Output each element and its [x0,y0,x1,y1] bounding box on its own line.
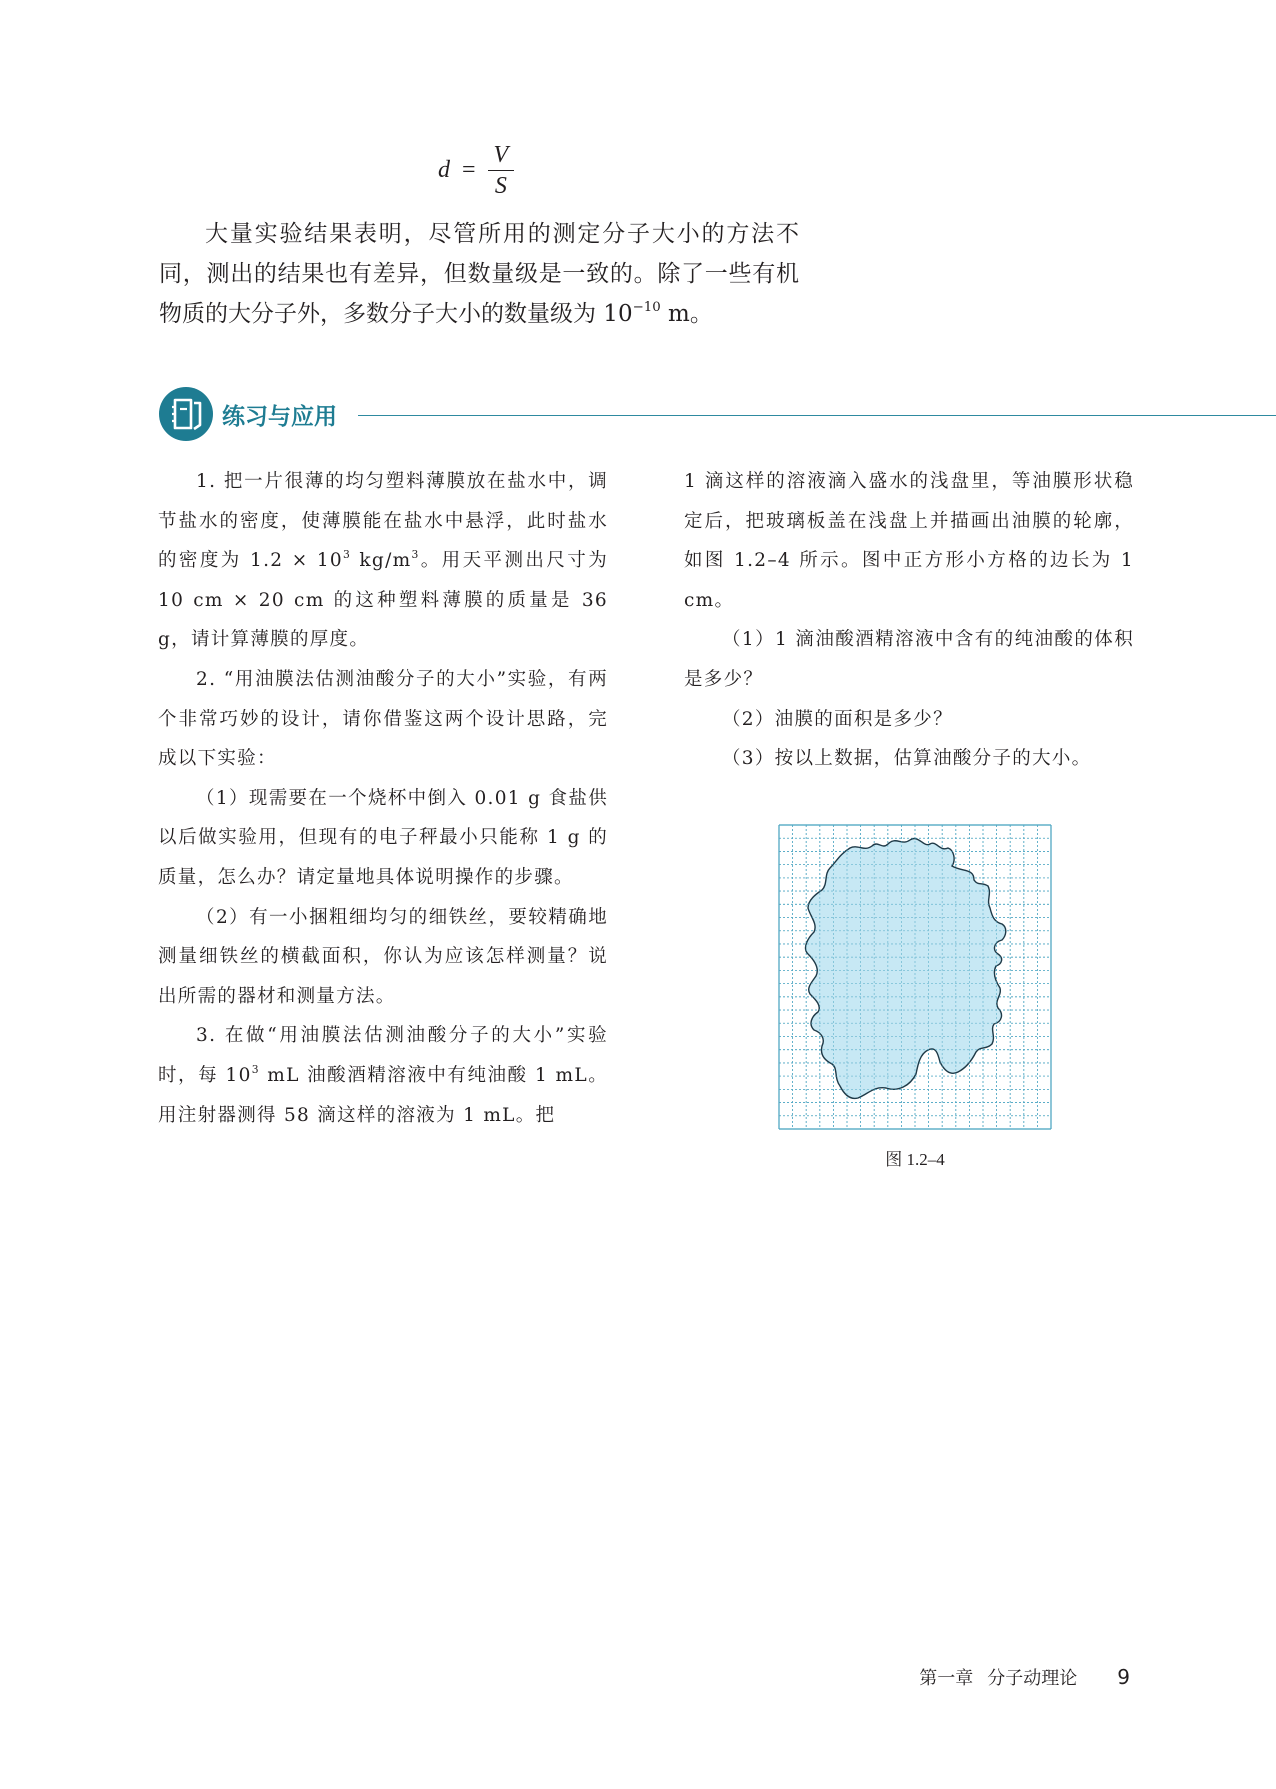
exercise-1-text-b: kg/m [351,550,412,572]
footer-chapter: 第一章 [919,1668,974,1689]
section-title: 练习与应用 [222,404,337,430]
exercises-right-column [684,462,1134,779]
exercise-2-part-1: （1）现需要在一个烧杯中倒入 0.01 g 食盐供以后做实验用，但现有的电子秤最小只能称 1 g 的质量，怎么办？请定量地具体说明操作的步骤。 [158,787,608,888]
exercises-left-column [158,462,608,1135]
exercise-2: 2. “用油膜法估测油酸分子的大小”实验，有两个非常巧妙的设计，请你借鉴这两个设计思路，完成以下实验： [158,668,608,770]
formula-equals: = [462,157,476,183]
notebook-icon [158,386,214,442]
exercise-2-part-2: （2）有一小捆粗细均匀的细铁丝，要较精确地测量细铁丝的横截面积，你认为应该怎样测量？说出所需的器材和测量方法。 [158,906,608,1007]
footer-topic: 分子动理论 [987,1668,1078,1689]
formula-fraction [488,142,515,199]
section-header [158,386,1276,446]
intro-text: 大量实验结果表明，尽管所用的测定分子大小的方法不同，测出的结果也有差异，但数量级是一致的。除了一些有机物质的大分子外，多数分子大小的数量级为 10 [159,221,799,327]
exercise-3-exp: 3 [251,1062,260,1076]
exercise-3-continued: 1 滴这样的溶液滴入盛水的浅盘里，等油膜形状稳定后，把玻璃板盖在浅盘上并描画出油膜的轮廓，如图 1.2–4 所示。图中正方形小方格的边长为 1 cm。 [684,471,1134,611]
page-footer [919,1664,1130,1690]
exercise-3-part-3: （3）按以上数据，估算油酸分子的大小。 [722,748,1092,770]
intro-unit: m。 [660,301,713,327]
exercise-3 [158,1016,608,1135]
page-number: 9 [1117,1665,1130,1689]
exercise-1-exp-1: 3 [342,548,352,562]
oil-film-grid-figure [778,824,1052,1130]
exercise-3-text-a: 3. 在做“用油膜法估测油酸分子的大小”实验时，每 10 [158,1025,608,1086]
section-divider [358,415,1276,416]
thickness-formula [438,142,514,199]
figure-caption: 图 1.2–4 [885,1150,945,1169]
exercise-1-text-a: 1. 把一片很薄的均匀塑料薄膜放在盐水中，调节盐水的密度，使薄膜能在盐水中悬浮，此时盐水的密度为 1.2 × 10 [158,471,608,572]
intro-exponent: −10 [632,300,661,315]
exercise-3-text-b: mL 油酸酒精溶液中有纯油酸 1 mL。用注射器测得 58 滴这样的溶液为 1 mL。把 [158,1064,608,1126]
formula-numerator: V [488,142,515,171]
formula-lhs: d [438,157,450,183]
intro-paragraph [159,214,799,334]
exercise-1-text-c: 。用天平测出尺寸为 10 cm × 20 cm 的这种塑料薄膜的质量是 36 g，请计算薄膜的厚度。 [158,550,609,651]
oil-film-outline [806,838,1006,1098]
exercise-1 [158,462,608,660]
exercise-3-part-2: （2）油膜的面积是多少？ [722,708,953,730]
formula-denominator: S [494,173,507,199]
exercise-3-part-1: （1）1 滴油酸酒精溶液中含有的纯油酸的体积是多少？ [684,629,1134,690]
grid-lines-overlay [779,825,1051,1129]
exercise-1-exp-2: 3 [411,548,420,562]
